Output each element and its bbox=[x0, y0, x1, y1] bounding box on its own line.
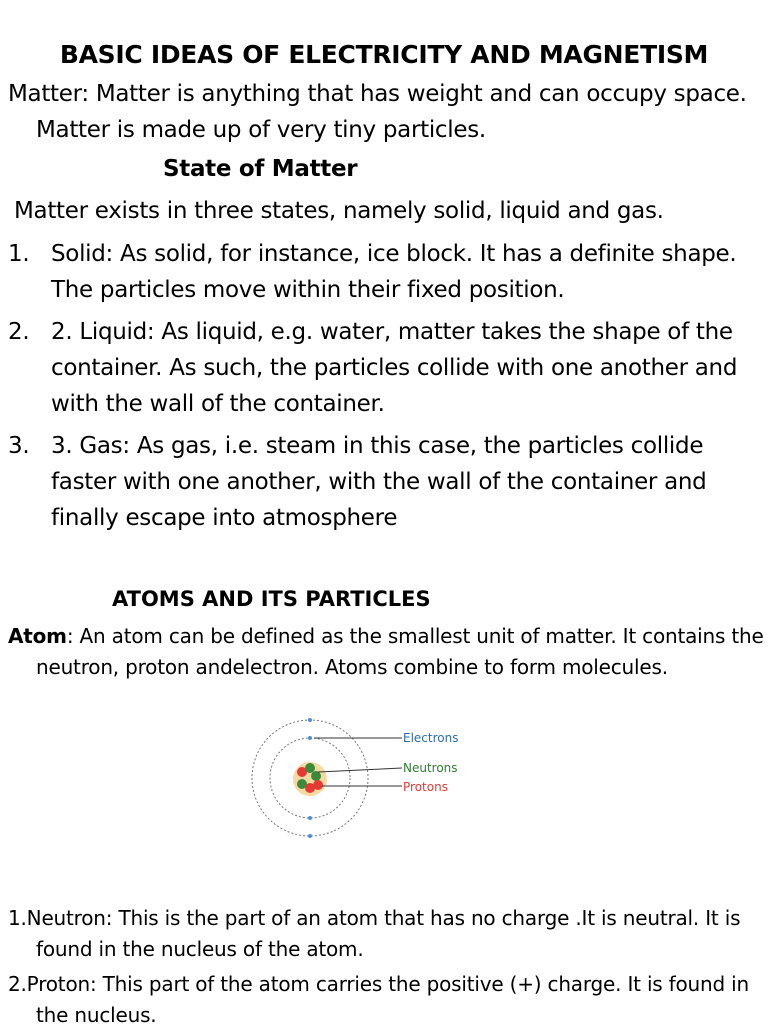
atom-label: Atom bbox=[8, 624, 67, 648]
page-title: BASIC IDEAS OF ELECTRICITY AND MAGNETISM bbox=[59, 40, 709, 69]
neutrons-label: Neutrons bbox=[403, 761, 458, 775]
list-item-number: 3. bbox=[8, 433, 30, 459]
matter-definition: Matter: Matter is anything that has weight and can occupy space. Matter is made up of very tiny particles. bbox=[8, 81, 747, 143]
list-item-text: 2. Liquid: As liquid, e.g. water, matter takes the shape of the container. As such, the particles collide with one another and with the wall of the container. bbox=[51, 319, 738, 417]
atoms-heading: ATOMS AND ITS PARTICLES bbox=[112, 587, 431, 611]
list-item bbox=[8, 314, 766, 422]
list-item bbox=[8, 428, 766, 536]
neutron-particle bbox=[311, 771, 321, 781]
electron-particle bbox=[308, 816, 312, 820]
neutron-definition: 1.Neutron: This is the part of an atom that has no charge .It is neutral. It is found in the nucleus of the atom. bbox=[8, 906, 741, 961]
protons-label: Protons bbox=[403, 780, 448, 794]
state-of-matter-heading: State of Matter bbox=[163, 156, 358, 182]
list-item-number: 1. bbox=[8, 241, 30, 267]
atom-definition bbox=[8, 621, 764, 683]
neutrons-pointer bbox=[318, 768, 402, 772]
neutron-particle bbox=[305, 763, 315, 773]
atom-text: : An atom can be defined as the smallest unit of matter. It contains the neutron, proton andelectron. Atoms combine to form molecules. bbox=[36, 624, 764, 679]
electrons-label: Electrons bbox=[403, 731, 459, 745]
list-item bbox=[8, 236, 766, 308]
electron-particle bbox=[308, 834, 312, 838]
proton-definition: 2.Proton: This part of the atom carries the positive (+) charge. It is found in the nucleus. bbox=[8, 972, 749, 1027]
list-item-text: 3. Gas: As gas, i.e. steam in this case, the particles collide faster with one another, with the wall of the container and finally escape into atmosphere bbox=[51, 433, 707, 531]
list-item-number: 2. bbox=[8, 319, 30, 345]
electron-particle bbox=[308, 718, 312, 722]
proton-particle bbox=[313, 780, 323, 790]
electron-particle bbox=[308, 736, 312, 740]
atom-diagram bbox=[244, 712, 474, 846]
list-item-text: Solid: As solid, for instance, ice block. It has a definite shape. The particles move within their fixed position. bbox=[51, 241, 737, 303]
states-intro: Matter exists in three states, namely solid, liquid and gas. bbox=[14, 198, 664, 224]
